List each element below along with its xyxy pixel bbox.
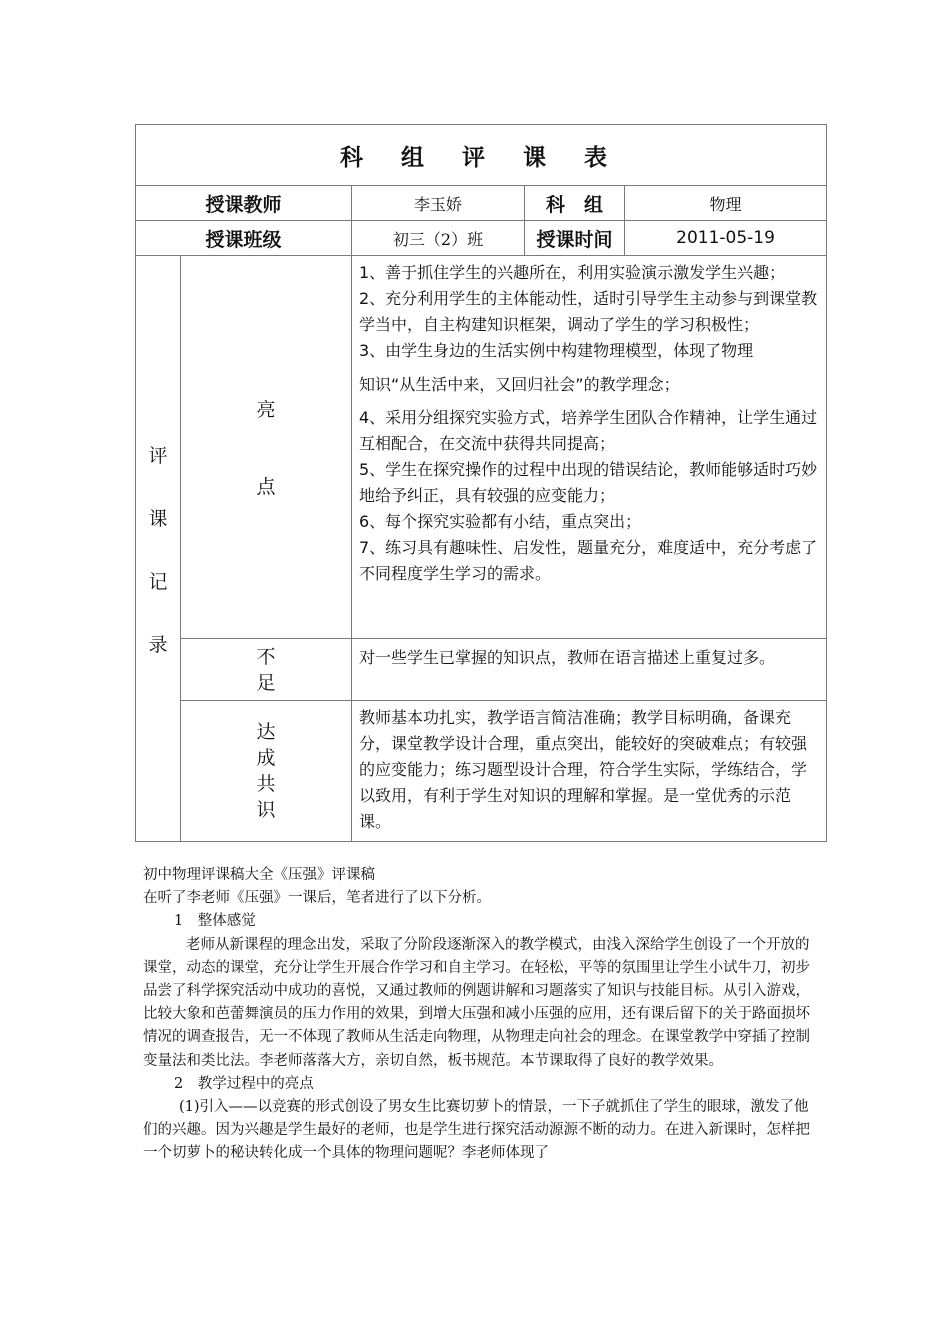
section1-title: 1 整体感觉 <box>174 913 256 930</box>
form-title: 科 组 评 课 表 <box>136 125 827 186</box>
subject-label: 科 组 <box>525 186 625 221</box>
highlight-item: 3、由学生身边的生活实例中构建物理模型，体现了物理 <box>359 341 754 360</box>
highlight-item: 7、练习具有趣味性、启发性，题量充分，难度适中，充分考虑了不同程度学生学习的需求。 <box>359 538 818 583</box>
highlight-item: 2、充分利用学生的主体能动性，适时引导学生主动参与到课堂教学当中，自主构建知识框架，调动了学生的学习积极性； <box>359 289 818 334</box>
shortcoming-content: 对一些学生已掌握的知识点，教师在语言描述上重复过多。 <box>352 639 827 701</box>
class-value: 初三（2）班 <box>352 221 525 256</box>
highlights-label: 亮 点 <box>181 256 352 639</box>
class-label: 授课班级 <box>136 221 352 256</box>
time-label: 授课时间 <box>525 221 625 256</box>
teacher-value: 李玉娇 <box>352 186 525 221</box>
section2-title: 2 教学过程中的亮点 <box>174 1075 314 1092</box>
highlight-item: 知识“从生活中来，又回归社会”的教学理念； <box>359 375 680 394</box>
section2-text: (1)引入——以竞赛的形式创设了男女生比赛切萝卜的情景，一下子就抓住了学生的眼球，激发了他们的兴趣。因为兴趣是学生最好的老师，也是学生进行探究活动源源不断的动力。在进入新课时，怎样把一个切萝卜的秘诀转化成一个具体的物理问题呢？李老师体现了 <box>143 1099 810 1162</box>
highlight-item: 6、每个探究实验都有小结，重点突出； <box>359 512 642 531</box>
section1-text: 老师从新课程的理念出发，采取了分阶段逐渐深入的教学模式，由浅入深给学生创设了一个开放的课堂，动态的课堂，充分让学生开展合作学习和自主学习。在轻松，平等的氛围里让学生小试牛刀，初步品尝了科学探究活动中成功的喜悦，又通过教师的例题讲解和习题落实了知识与技能目标。从引入游戏，比较大象和芭蕾舞演员的压力作用的效果，到增大压强和减小压强的应用，还有课后留下的关于路面损坏情况的调查报告，无一不体现了教师从生活走向物理，从物理走向社会的理念。在课堂教学中穿插了控制变量法和类比法。李老师落落大方，亲切自然，板书规范。本节课取得了良好的教学效果。 <box>143 936 810 1069</box>
time-value: 2011-05-19 <box>625 221 827 256</box>
highlights-content <box>352 256 827 639</box>
shortcoming-label: 不 足 <box>181 639 352 701</box>
subject-value: 物理 <box>625 186 827 221</box>
highlight-item: 4、采用分组探究实验方式，培养学生团队合作精神，让学生通过互相配合，在交流中获得共同提高； <box>359 408 818 453</box>
teacher-label: 授课教师 <box>136 186 352 221</box>
article-intro: 在听了李老师《压强》一课后，笔者进行了以下分析。 <box>143 890 491 907</box>
record-label: 评 课 记 录 <box>136 256 181 842</box>
article-body <box>143 864 815 1166</box>
article-heading: 初中物理评课稿大全《压强》评课稿 <box>143 867 375 883</box>
highlight-item: 5、学生在探究操作的过程中出现的错误结论，教师能够适时巧妙地给予纠正，具有较强的应变能力； <box>359 460 818 505</box>
consensus-label: 达 成 共 识 <box>181 701 352 842</box>
consensus-content: 教师基本功扎实，教学语言简洁准确；教学目标明确，备课充分，课堂教学设计合理，重点突出，能较好的突破难点；有较强的应变能力；练习题型设计合理，符合学生实际，学练结合，学以致用，有利于学生对知识的理解和掌握。是一堂优秀的示范课。 <box>352 701 827 842</box>
lesson-review-form <box>135 124 827 842</box>
highlight-item: 1、善于抓住学生的兴趣所在，利用实验演示激发学生兴趣； <box>359 263 786 282</box>
